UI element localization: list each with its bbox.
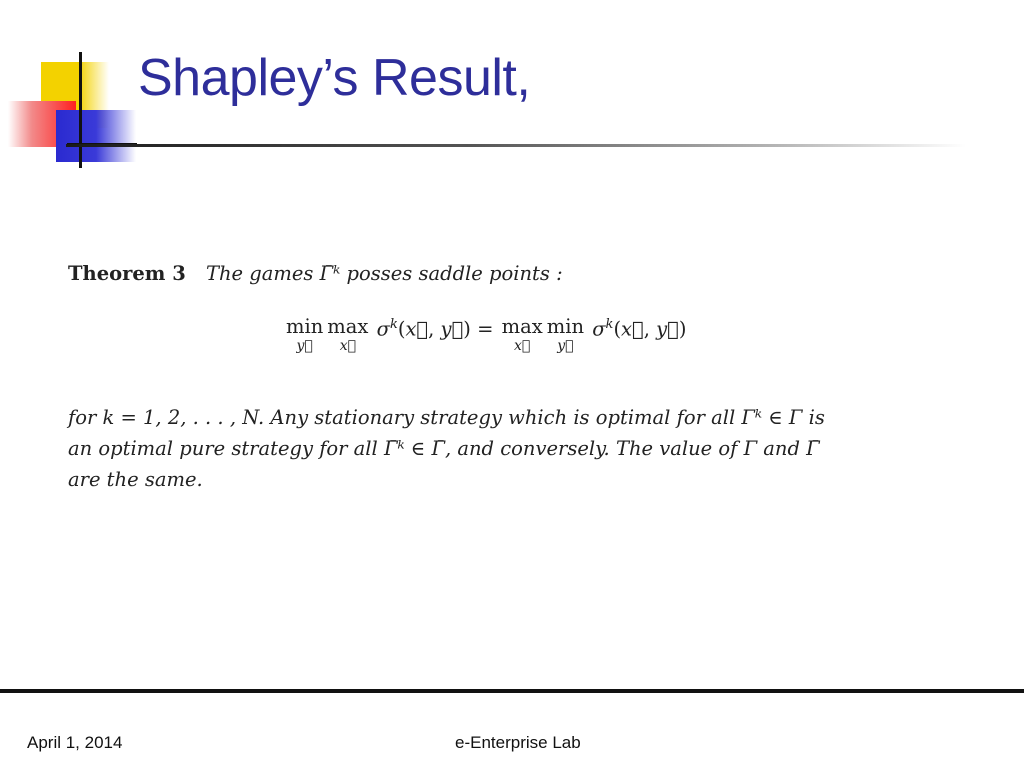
slide-title: Shapley’s Result, <box>138 49 531 107</box>
theorem-body <box>68 402 963 495</box>
slide-corner-decoration <box>0 0 140 175</box>
theorem-body-line: for k = 1, 2, . . . , N. Any stationary strategy which is optimal for all Γᵏ ∈ Γ is <box>68 406 825 429</box>
theorem-label: Theorem 3 <box>68 262 186 285</box>
theorem-statement-text: The games Γ̄ᵏ posses saddle points : <box>205 262 563 285</box>
theorem-statement <box>68 262 968 285</box>
title-underline <box>66 144 966 147</box>
theorem-equation: min y⃗ max x⃗ $\sigma^k(x⃗$, y⃗) = max x⃗ min y⃗ $\sigma^k(x⃗$, y⃗) <box>286 315 687 354</box>
footer-lab-name: e-Enterprise Lab <box>455 733 581 752</box>
theorem-body-line: an optimal pure strategy for all Γ̄ᵏ ∈ Γ̄, and conversely. The value of Γ and Γ̄ <box>68 437 820 460</box>
vertical-rule-decoration <box>79 52 82 168</box>
footer-date: April 1, 2014 <box>27 733 123 752</box>
theorem-block <box>68 262 968 491</box>
theorem-body-line: are the same. <box>68 468 203 491</box>
footer-rule <box>0 689 1024 693</box>
blue-square-decoration <box>56 110 136 162</box>
